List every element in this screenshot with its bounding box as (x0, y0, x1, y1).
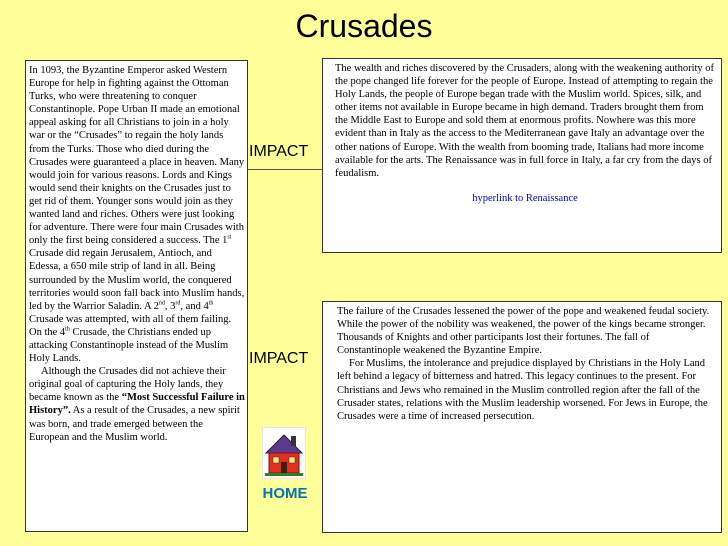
text-fragment: Crusade was attempted, with all of them failing. On the 4 (29, 313, 232, 338)
ordinal-suffix: st (227, 234, 232, 241)
renaissance-hyperlink[interactable]: hyperlink to Renaissance (472, 192, 578, 204)
page-title: Crusades (295, 8, 433, 44)
text-fragment: , 3 (164, 300, 176, 312)
impact-label-bottom: IMPACT (249, 350, 309, 367)
home-link[interactable]: HOME (262, 485, 308, 502)
consequences-paragraph-1: The failure of the Crusades lessened the power of the pope and weakened feudal society. While the power of the nobility was weakened, the power of the kings became stronger. Thousands of Knights and other participants lost their fortunes. The fall of Constantinople weakened the Byzantine Empire. (337, 306, 710, 357)
consequences-impact-textbox (322, 301, 722, 533)
text-fragment: Although the Crusades did not achieve their original goal of capturing the Holy lands, they became known as the (29, 366, 226, 404)
renaissance-paragraph: The wealth and riches discovered by the Crusaders, along with the weakening authority of the pope changed life forever for the people of Europe. Instead of attempting to regain the Holy Lands, the people of Europe began trade with the Muslim world. Spices, silk, and other items not available in Europe became in high demand. Traders brought them from the Middle East to Europe and sold them at enormous profits. Nowhere was this more evident than in Italy as the access to the Mediterranean gave Italy an advantage over the other nations of Europe. With the wealth from booming trade, Italians had more income available for the arts. The Renaissance was in full force in Italy, a far cry from the days of feudalism. (335, 63, 715, 179)
text-fragment: Crusade did regain Jerusalem, Antioch, and Edessa, a 650 mile strip of land in all. Being surrounded by the Muslim world, the conquered territories would soon fall back into Muslim hands, led by the Warrior Saladin. A 2 (29, 248, 245, 312)
text-fragment: Crusade, the Christians ended up attacking Constantinople instead of the Muslim Holy Lands. (29, 326, 229, 365)
house-icon[interactable] (262, 427, 306, 479)
text-fragment: As a result of the Crusades, a new spirit was born, and trade emerged between the European and the Muslim world. (29, 405, 240, 443)
ordinal-suffix: nd (158, 300, 165, 307)
history-paragraph-1 (29, 64, 245, 365)
impact-label-top: IMPACT (249, 143, 309, 160)
crusades-history-textbox (25, 60, 248, 532)
impact-connector-top (248, 169, 322, 170)
ordinal-suffix: th (208, 300, 214, 307)
history-paragraph-2 (29, 365, 245, 444)
ordinal-suffix: rd (175, 300, 181, 307)
bold-phrase: “Most Successful Failure in History”. (29, 392, 245, 417)
text-fragment: , and 4 (180, 300, 209, 312)
text-fragment: In 1093, the Byzantine Emperor asked Western Europe for help in fighting against the Ottoman Turks, who were threatening to conquer Constantinople. Pope Urban II made an emotional appeal asking for all Christians to join in a holy war or the “Crusades” to regain the holy lands from the Turks. Those who died during the Crusades were guaranteed a place in heaven. Many would join for various reasons. Lords and Kings would send their knights on the Crusades just to get rid of them. Younger sons would join as they wanted land and riches. Others were just looking for adventure. There were four main Crusades with only the first being considered a success. The 1 (29, 65, 245, 247)
ordinal-suffix: th (65, 326, 70, 333)
consequences-paragraph-2: For Muslims, the intolerance and prejudice displayed by Christians in the Holy Land left behind a legacy of bitterness and hatred. This legacy continues to the present. For Christians and Jews who remained in the Muslim controlled region after the fall of the Crusader states, relations with the Muslim leadership worsened. For Jews in Europe, the Crusades were a time of increased persecution. (337, 358, 708, 422)
renaissance-impact-textbox (322, 58, 722, 253)
